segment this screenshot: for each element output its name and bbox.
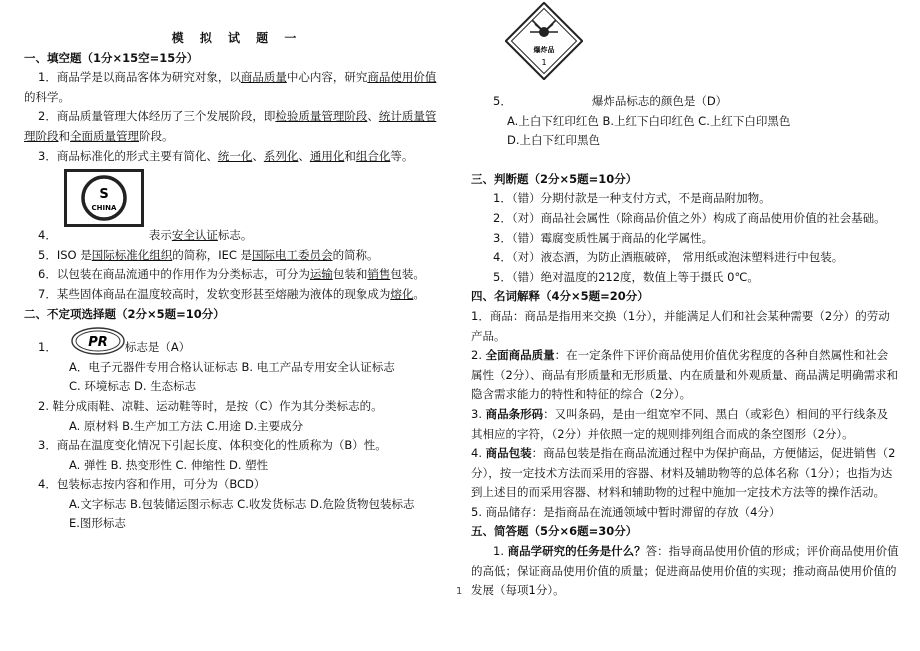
fill-q1-cont: 的科学。 [24, 89, 70, 104]
mc-q2: 2. 鞋分成雨鞋、凉鞋、运动鞋等时，是按（C）作为其分类标志的。 [38, 398, 383, 413]
fill-q3: 3．商品标准化的形式主要有简化、统一化、系列化、通用化和组合化等。 [38, 148, 414, 163]
left-column [24, 0, 450, 534]
hazard-class-number: 1 [541, 58, 547, 67]
safety-cert-logo [64, 169, 144, 227]
logo-s-letter: S [99, 187, 109, 203]
mc-q1-logo-row [24, 324, 450, 352]
hazard-label: 爆炸品 [533, 46, 555, 54]
page-title: 模 拟 试 题 一 [171, 31, 303, 45]
def-q5: 5. 商品储存：是指商品在流通领域中暂时滞留的存放（4分） [471, 504, 781, 519]
mc-q1-options-1: A．电子元器件专用合格认证标志 B. 电工产品专用安全认证标志 [69, 359, 395, 374]
section-heading-short-answer: 五、简答题（5分×6题=30分） [471, 524, 638, 539]
mc-q4-options-2: E.图形标志 [69, 516, 126, 531]
short-q1: 1. 商品学研究的任务是什么？答：指导商品使用价值的形成；评价商品使用价值的高低；保证商品使用价值的质量；促进商品使用价值的实现；推动商品使用价值的发展（每项1分）。 [471, 544, 899, 598]
fill-q4: 4． 表示安全认证标志。 [38, 228, 253, 243]
mc-q5-options-1: A.上白下红印红色 B.上红下白印红色 C.上红下白印黑色 [507, 113, 791, 128]
tf-q1: 1．（错）分期付款是一种支付方式，不是商品附加物。 [493, 191, 771, 206]
mc-q3-options: A. 弹性 B. 热变形性 C. 伸缩性 D. 塑性 [69, 457, 269, 472]
fill-q1: 1．商品学是以商品客体为研究对象，以商品质量中心内容，研究商品使用价值 [38, 70, 437, 85]
logo-china-text: CHINA [91, 204, 117, 213]
fill-q4-row [24, 166, 450, 226]
mc-q5-options-2: D.上白下红印黑色 [507, 133, 601, 148]
tf-q3: 3．（错）霉腐变质性属于商品的化学属性。 [493, 230, 714, 245]
fill-q6: 6．以包装在商品流通中的作用作为分类标志，可分为运输包装和销售包装。 [38, 267, 425, 282]
mc-q5: 5． 爆炸品标志的颜色是（D） [493, 94, 728, 108]
def-q3: 3. 商品条形码：又叫条码，是由一组宽窄不同、黑白（或彩色）相间的平行线条及其相应的字符，（2分）并依照一定的规则排列组合而成的条空图形（2分）。 [471, 406, 889, 441]
def-q4: 4. 商品包装：商品包装是指在商品流通过程中为保护商品，方便储运，促进销售（2分），按一定技术方法而采用的容器、材料及辅助物等的总体名称（1分）；也指为达到上述目的而采用容器、材料和辅助物的过程中施加一定技术方法等的操作活动。 [471, 446, 896, 500]
pr-logo-text: PR [88, 335, 108, 351]
fill-q2: 2．商品质量管理大体经历了三个发展阶段，即检验质量管理阶段、统计质量管 [38, 109, 437, 124]
fill-q2-cont: 理阶段和全面质量管理阶段。 [24, 128, 174, 143]
def-q2: 2. 全面商品质量：在一定条件下评价商品使用价值优劣程度的各种自然属性和社会属性（2分）、商品有形质量和无形质量、内在质量和外观质量、商品满足明确需求和隐含需求能力的特性和特征的综合（2分）。 [471, 348, 899, 402]
section-heading-multiple-choice: 二、不定项选择题（2分×5题=10分） [24, 306, 225, 321]
mc-q4-options-1: A.文字标志 B.包装储运图示标志 C.收发货标志 D.危险货物包装标志 [69, 496, 415, 511]
tf-q4: 4．（对）液态酒，为防止酒瓶破碎， 常用纸或泡沫塑料进行中包装。 [493, 250, 844, 265]
page-number: 1 [456, 586, 463, 597]
mc-q2-options: A. 原材料 B.生产加工方法 C.用途 D.主要成分 [69, 418, 304, 433]
mc-q1: 1． 标志是（A） [38, 340, 191, 355]
pr-cert-logo [70, 326, 126, 356]
mc-q4: 4．包装标志按内容和作用，可分为（BCD） [38, 477, 266, 492]
def-q1: 1．商品：商品是指用来交换（1分），并能满足人们和社会某种需要（2分）的劳动产品。 [471, 308, 890, 343]
mc-q3: 3．商品在温度变化情况下引起长度、体积变化的性质称为（B）性。 [38, 438, 387, 453]
fill-q7: 7．某些固体商品在温度较高时，发软变形甚至熔融为液体的现象成为熔化。 [38, 286, 425, 301]
mc-q1-options-2: C. 环境标志 D. 生态标志 [69, 379, 197, 394]
section-heading-fill-blank: 一、填空题（1分×15空=15分） [24, 50, 199, 65]
fill-q5: 5．ISO 是国际标准化组织的简称，IEC 是国际电工委员会的简称。 [38, 247, 379, 262]
section-heading-true-false: 三、判断题（2分×5题=10分） [471, 171, 638, 186]
section-heading-definitions: 四、名词解释（4分×5题=20分） [471, 289, 649, 304]
tf-q5: 5．（错）绝对温度的212度，数值上等于摄氏 0℃。 [493, 269, 759, 284]
tf-q2: 2．（对）商品社会属性（除商品价值之外）构成了商品使用价值的社会基础。 [493, 210, 886, 225]
right-column [471, 0, 899, 601]
